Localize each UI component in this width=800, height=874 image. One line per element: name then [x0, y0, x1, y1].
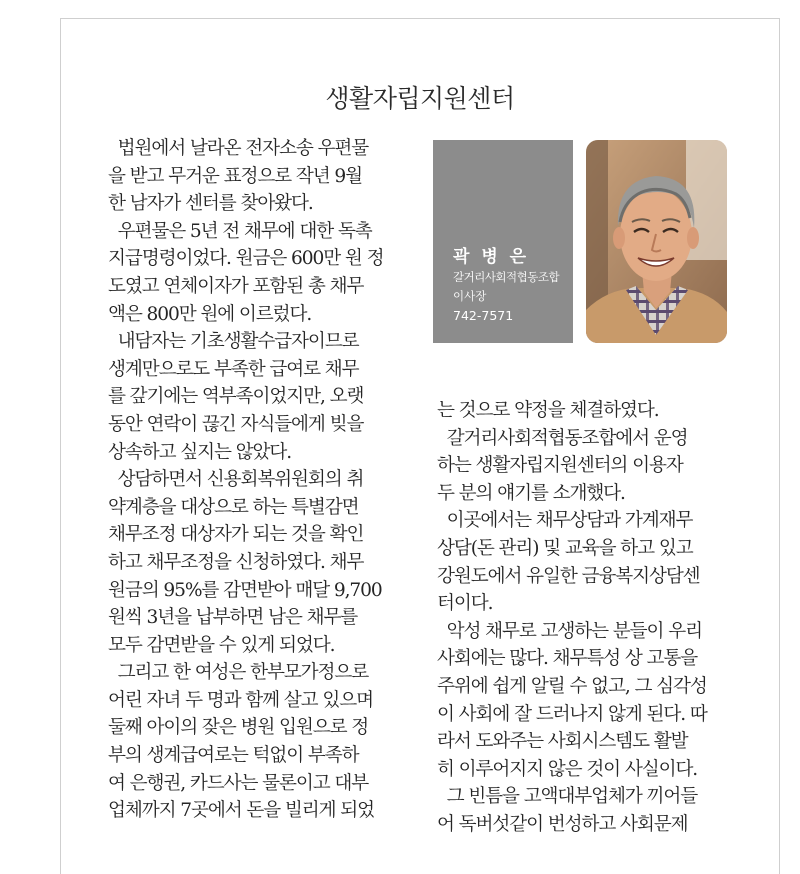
article-line: 는 것으로 약정을 체결하였다.	[437, 400, 659, 421]
article-line: 히 이루어지지 않은 것이 사실이다.	[437, 758, 698, 780]
article-left-column	[108, 135, 398, 825]
article-line: 라서 도와주는 사회시스템도 활발	[437, 731, 688, 753]
article-line: 우편물은 5년 전 채무에 대한 독촉	[108, 220, 372, 242]
author-phone: 742-7571	[453, 308, 514, 323]
article-line: 어린 자녀 두 명과 함께 살고 있으며	[108, 689, 373, 711]
author-portrait-photo	[586, 140, 727, 343]
article-line: 이 사회에 잘 드러나지 않게 된다. 따	[437, 703, 707, 725]
article-line: 를 갚기에는 역부족이었지만, 오랫	[108, 386, 364, 408]
article-line: 액은 800만 원에 이르렀다.	[108, 303, 312, 325]
author-name: 곽 병 은	[453, 247, 530, 267]
article-line: 사회에는 많다. 채무특성 상 고통을	[437, 648, 698, 670]
article-line: 상속하고 싶지는 않았다.	[108, 441, 292, 463]
article-line: 생계만으로도 부족한 급여로 채무	[108, 358, 359, 380]
article-line: 동안 연락이 끊긴 자식들에게 빚을	[108, 413, 364, 435]
article-line: 어 독버섯같이 번성하고 사회문제	[437, 813, 688, 835]
article-line: 갈거리사회적협동조합에서 운영	[437, 427, 688, 449]
article-line: 법원에서 날라온 전자소송 우편물	[108, 138, 369, 159]
article-line: 한 남자가 센터를 찾아왔다.	[108, 193, 313, 215]
author-title: 이사장	[453, 289, 487, 303]
page-frame-right	[779, 18, 780, 874]
article-line: 이곳에서는 채무상담과 가계재무	[437, 510, 693, 532]
article-line: 강원도에서 유일한 금융복지상담센	[437, 565, 700, 587]
column-headline: 생활자립지원센터	[325, 83, 515, 113]
article-line: 여 은행권, 카드사는 물론이고 대부	[108, 772, 369, 794]
article-line: 원씩 3년을 납부하면 남은 채무를	[108, 607, 358, 629]
article-line: 모두 감면받을 수 있게 되었다.	[108, 634, 335, 656]
article-line: 지급명령이었다. 원금은 600만 원 정	[108, 248, 384, 270]
author-byline-box	[433, 140, 573, 343]
article-line: 약계층을 대상으로 하는 특별감면	[108, 496, 359, 518]
page-frame-top	[60, 18, 780, 19]
article-line: 하고 채무조정을 신청하였다. 채무	[108, 551, 364, 573]
article-line: 둘째 아이의 잦은 병원 입원으로 정	[108, 717, 369, 739]
article-line: 을 받고 무거운 표정으로 작년 9월	[108, 165, 362, 187]
article-line: 채무조정 대상자가 되는 것을 확인	[108, 524, 364, 546]
article-line: 도였고 연체이자가 포함된 총 채무	[108, 275, 364, 297]
article-line: 터이다.	[437, 593, 493, 615]
article-line: 두 분의 얘기를 소개했다.	[437, 482, 625, 504]
article-line: 그리고 한 여성은 한부모가정으로	[108, 662, 369, 684]
article-line: 하는 생활자립지원센터의 이용자	[437, 455, 683, 477]
article-line: 악성 채무로 고생하는 분들이 우리	[437, 620, 702, 642]
article-line: 상담(돈 관리) 및 교육을 하고 있고	[437, 537, 693, 559]
article-line: 상담하면서 신용회복위원회의 취	[108, 469, 364, 491]
article-line: 업체까지 7곳에서 돈을 빌리게 되었	[108, 800, 375, 822]
article-line: 원금의 95%를 감면받아 매달 9,700	[108, 579, 382, 601]
page-frame-left	[60, 18, 61, 874]
author-organization: 갈거리사회적협동조합	[453, 270, 560, 284]
article-line: 내담자는 기초생활수급자이므로	[108, 331, 359, 353]
article-line: 그 빈틈을 고액대부업체가 끼어들	[437, 786, 698, 808]
article-line: 부의 생계급여로는 턱없이 부족하	[108, 745, 359, 767]
article-line: 주위에 쉽게 알릴 수 없고, 그 심각성	[437, 675, 707, 697]
article-right-column	[437, 397, 757, 839]
